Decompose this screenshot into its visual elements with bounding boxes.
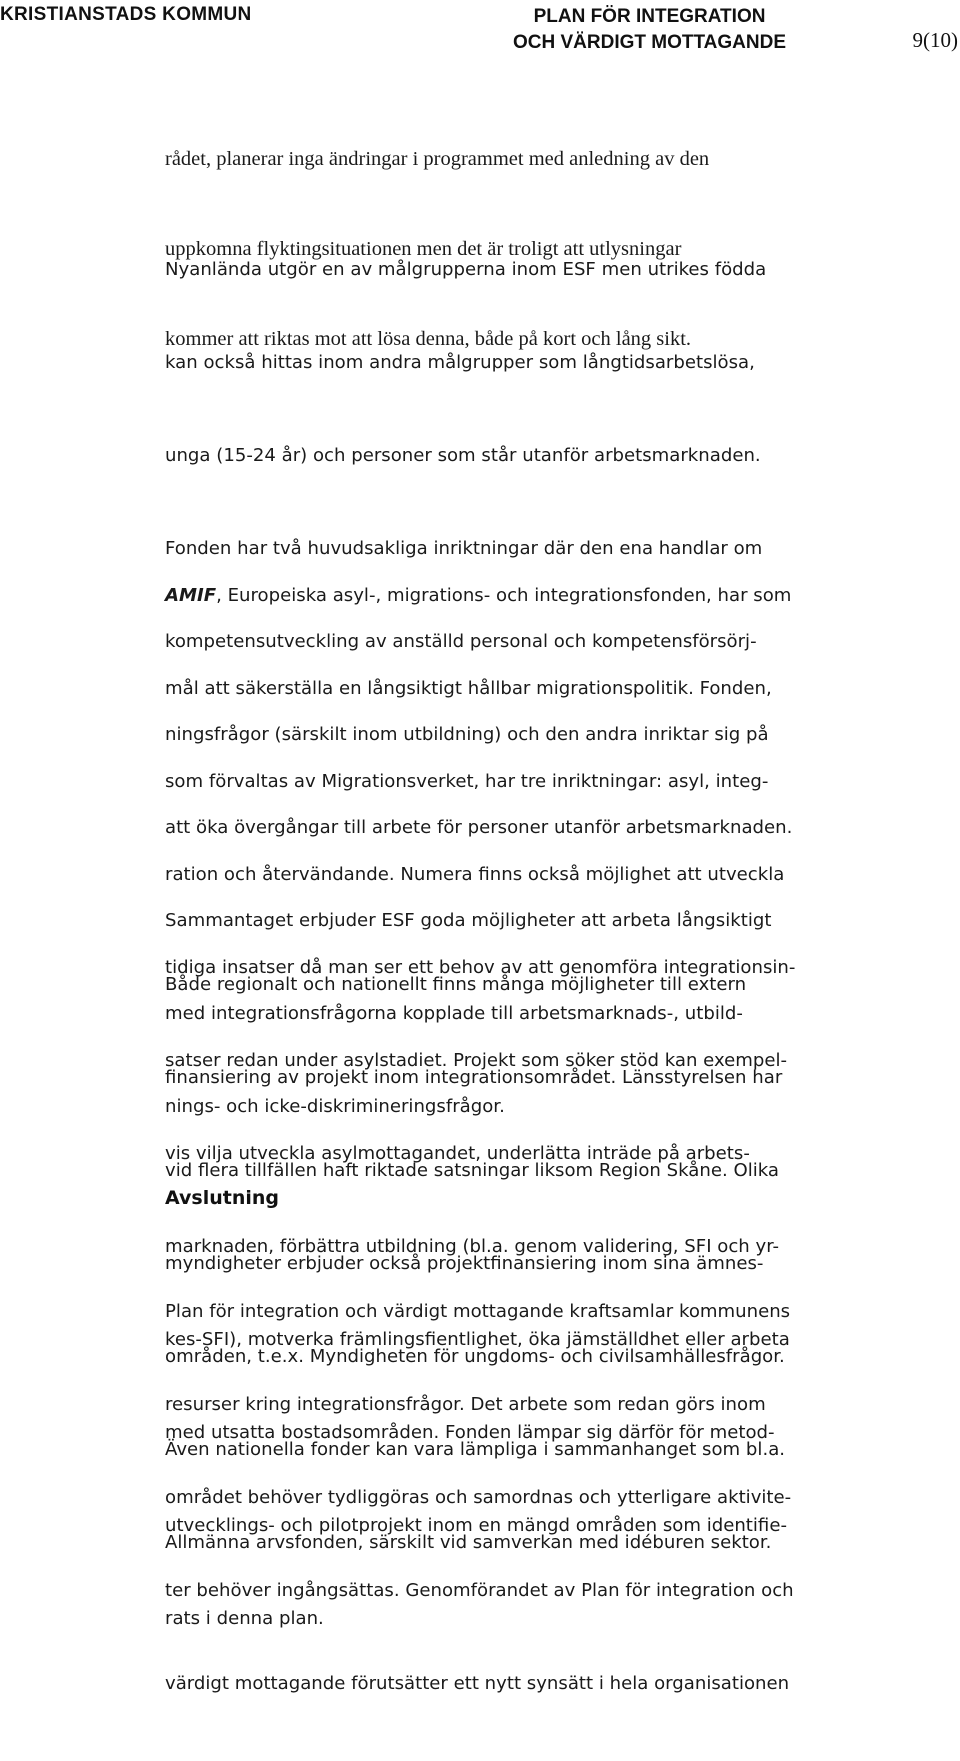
text-line: Både regionalt och nationellt finns många möjligheter till extern <box>165 974 747 995</box>
text-line: kompetensutveckling av anställd personal och kompetensförsörj- <box>165 631 757 652</box>
amif-term: AMIF <box>165 585 217 606</box>
page-number: 9(10) <box>912 28 958 52</box>
section-heading-avslutning: Avslutning <box>165 1187 280 1209</box>
text-line: med utsatta bostadsområden. Fonden lämpar sig därför för metod- <box>165 1422 775 1443</box>
text-line: myndigheter erbjuder också projektfinansiering inom sina ämnes- <box>165 1253 764 1274</box>
text-line: värdigt mottagande förutsätter ett nytt synsätt i hela organisationen <box>165 1673 790 1694</box>
text-line: satser redan under asylstadiet. Projekt som söker stöd kan exempel- <box>165 1050 788 1071</box>
text-line: vid flera tillfällen haft riktade satsningar liksom Region Skåne. Olika <box>165 1160 780 1181</box>
text-line: vis vilja utveckla asylmottagandet, underlätta inträde på arbets- <box>165 1143 750 1164</box>
text-line: kan också hittas inom andra målgrupper som långtidsarbetslösa, <box>165 352 755 373</box>
text-line: ter behöver ingångsättas. Genomförandet av Plan för integration och <box>165 1580 794 1601</box>
text-line: Sammantaget erbjuder ESF goda möjligheter att arbeta långsiktigt <box>165 910 772 931</box>
document-title-line1: PLAN FÖR INTEGRATION <box>533 6 766 27</box>
text-line: tidiga insatser då man ser ett behov av att genomföra integrationsin- <box>165 957 796 978</box>
text-line: resurser kring integrationsfrågor. Det arbete som redan görs inom <box>165 1394 766 1415</box>
text-line: området behöver tydliggöras och samordnas och ytterligare aktivite- <box>165 1487 792 1508</box>
text-line: mål att säkerställa en långsiktigt hållbar migrationspolitik. Fonden, <box>165 678 772 699</box>
text-line: kommer att riktas mot att lösa denna, både på kort och lång sikt. <box>165 328 692 350</box>
text-line: finansiering av projekt inom integrationsområdet. Länsstyrelsen har <box>165 1067 783 1088</box>
text-line: ration och återvändande. Numera finns också möjlighet att utveckla <box>165 864 785 885</box>
text-line: Plan för integration och värdigt mottagande kraftsamlar kommunens <box>165 1301 791 1322</box>
text-line: utvecklings- och pilotprojekt inom en mängd områden som identifie- <box>165 1515 787 1536</box>
text-line: ningsfrågor (särskilt inom utbildning) och den andra inriktar sig på <box>165 724 769 745</box>
document-title <box>513 4 786 56</box>
text-line: att öka övergångar till arbete för personer utanför arbetsmarknaden. <box>165 817 793 838</box>
text-line: rådet, planerar inga ändringar i programmet med anledning av den <box>165 148 710 170</box>
paragraph-conclusion <box>165 1234 794 1761</box>
text-line: med integrationsfrågorna kopplade till arbetsmarknads-, utbild- <box>165 1003 743 1024</box>
text-line: som förvaltas av Migrationsverket, har tre inriktningar: asyl, integ- <box>165 771 769 792</box>
text-line: Nyanlända utgör en av målgrupperna inom ESF men utrikes födda <box>165 259 767 280</box>
text-line: marknaden, förbättra utbildning (bl.a. genom validering, SFI och yr- <box>165 1236 780 1257</box>
text-line: uppkomna flyktingsituationen men det är troligt att utlysningar <box>165 238 682 260</box>
text-line: rats i denna plan. <box>165 1608 324 1629</box>
text-line: nings- och icke-diskrimineringsfrågor. <box>165 1096 505 1117</box>
organization-name: KRISTIANSTADS KOMMUN <box>0 4 252 25</box>
text-line: kes-SFI), motverka främlingsfientlighet, öka jämställdhet eller arbeta <box>165 1329 790 1350</box>
text-line: unga (15-24 år) och personer som står utanför arbetsmarknaden. <box>165 445 761 466</box>
text-line <box>165 580 795 611</box>
text-line: områden, t.e.x. Myndigheten för ungdoms- och civilsamhällesfrågor. <box>165 1346 785 1367</box>
amif-definition: , Europeiska asyl-, migrations- och integrationsfonden, har som <box>216 585 792 606</box>
text-line: Fonden har två huvudsakliga inriktningar där den ena handlar om <box>165 538 763 559</box>
text-line: Även nationella fonder kan vara lämpliga i sammanhanget som bl.a. <box>165 1439 786 1460</box>
text-line: Allmänna arvsfonden, särskilt vid samverkan med idéburen sektor. <box>165 1532 772 1553</box>
document-title-line2: OCH VÄRDIGT MOTTAGANDE <box>513 32 787 53</box>
